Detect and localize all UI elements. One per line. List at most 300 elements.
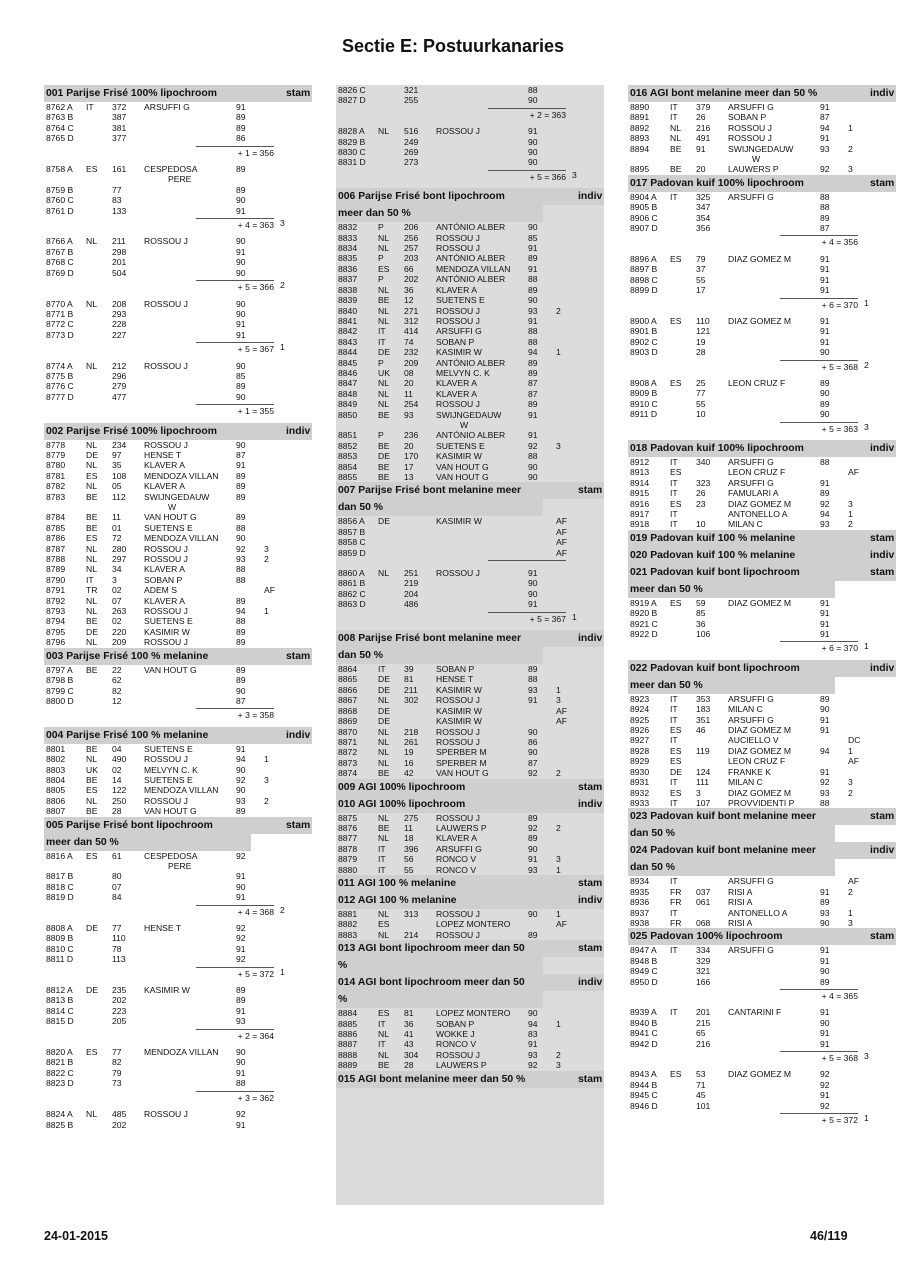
group-title: 010 AGI 100% lipochroom (338, 798, 466, 810)
country: DE (378, 674, 390, 685)
group-header (336, 974, 604, 991)
points: 94 (236, 754, 246, 765)
country (86, 675, 112, 685)
cage-number: 234 (112, 439, 127, 450)
group-kind: indiv (578, 798, 603, 810)
country (670, 966, 696, 976)
rank (264, 533, 282, 543)
breeder-name: MENDOZA VILLAN (144, 470, 219, 481)
cage-number: 55 (696, 398, 706, 409)
country: NL (378, 747, 389, 758)
country: FR (670, 917, 682, 928)
result-row (44, 1057, 312, 1067)
rank (848, 1069, 866, 1079)
breeder-name: ANTÓNIO ALBER (436, 253, 506, 264)
country: FR (670, 886, 682, 897)
result-row (44, 995, 312, 1005)
result-row (628, 478, 896, 488)
country: NL (86, 564, 97, 575)
stam-total (44, 905, 312, 917)
breeder-name: SOBAN P (144, 574, 183, 585)
ring-number: 8799 C (46, 685, 74, 696)
ring-number: 8913 (630, 467, 650, 478)
ring-number: 8874 (338, 768, 358, 779)
country (378, 599, 404, 609)
country: NL (378, 568, 389, 579)
country: DE (86, 985, 98, 996)
breeder-name (728, 213, 820, 223)
breeder-name: ARSUFFI G (436, 326, 482, 337)
rank (848, 488, 866, 498)
stam-total-rank (274, 1091, 280, 1103)
breeder-name: SUETENS E (436, 295, 485, 306)
result-row (628, 399, 896, 409)
cage-number: 36 (404, 284, 414, 295)
cage-number: 10 (696, 519, 706, 530)
result-row (44, 471, 312, 481)
country: NL (378, 908, 389, 919)
cage-number: 106 (696, 629, 711, 640)
group-kind: stam (870, 566, 895, 578)
points: 92 (820, 777, 830, 788)
rank (848, 326, 866, 336)
points: 89 (528, 367, 538, 378)
cage-number: 202 (112, 995, 127, 1006)
cage-number: 215 (696, 1017, 711, 1028)
group-kind: indiv (870, 549, 895, 561)
points: 89 (820, 377, 830, 388)
points: 90 (236, 257, 246, 268)
breeder-name (144, 330, 236, 340)
result-row (44, 492, 312, 502)
points: 91 (820, 766, 830, 777)
group-kind: indiv (286, 729, 311, 741)
ring-number: 8914 (630, 477, 650, 488)
rank (848, 966, 866, 976)
ring-number: 8887 (338, 1039, 358, 1050)
result-row (44, 596, 312, 606)
cage-number: 05 (112, 481, 122, 492)
breeder-name: ROSSOU J (436, 929, 480, 940)
rank (264, 319, 282, 329)
result-row (44, 954, 312, 964)
points: 89 (528, 399, 538, 410)
cage-number (404, 527, 436, 537)
points: 91 (236, 1005, 246, 1016)
rank: AF (556, 705, 567, 716)
rank (848, 1007, 866, 1017)
country (670, 285, 696, 295)
breeder-name: KLAVER A (144, 595, 185, 606)
group-title: 021 Padovan kuif bont lipochroom (630, 566, 800, 578)
breeder-name (728, 1018, 820, 1028)
result-row (628, 1039, 896, 1049)
points: 91 (528, 315, 538, 326)
ring-number: 8896 A (630, 253, 657, 264)
cage-number (696, 509, 728, 519)
cage-number: 53 (696, 1069, 706, 1080)
points: 83 (528, 1029, 538, 1039)
rank (848, 798, 866, 808)
points: 90 (528, 1008, 538, 1019)
result-row (44, 637, 312, 647)
cage-number: 121 (696, 326, 711, 337)
country (86, 933, 112, 943)
group-kind: stam (578, 1073, 603, 1085)
points: 86 (528, 736, 538, 747)
rank (848, 704, 866, 714)
result-row (336, 430, 604, 440)
rank (556, 589, 574, 599)
stam-total (44, 280, 312, 292)
rank (556, 844, 574, 854)
stam-total-rank: 1 (864, 1113, 869, 1124)
country (86, 995, 112, 1005)
ring-number: 8877 (338, 833, 358, 844)
result-row (44, 627, 312, 637)
result-row (336, 243, 604, 253)
country (378, 137, 404, 147)
ring-number: 8925 (630, 714, 650, 725)
ring-number: 8779 (46, 449, 66, 460)
points: 90 (236, 439, 246, 450)
rank (848, 213, 866, 223)
rank: 1 (848, 907, 853, 918)
points: 90 (528, 726, 538, 737)
ring-number: 8893 (630, 133, 650, 144)
rank (848, 1028, 866, 1038)
result-row (336, 747, 604, 757)
points (528, 516, 556, 526)
cage-number: 061 (696, 897, 711, 908)
ring-number: 8884 (338, 1008, 358, 1019)
points: 88 (528, 674, 538, 685)
cage-number: 354 (696, 212, 711, 223)
country: BE (378, 1060, 390, 1071)
breeder-name (144, 123, 236, 133)
breeder-name (728, 409, 820, 419)
ring-number: 8844 (338, 347, 358, 358)
ring-number: 8854 (338, 461, 358, 472)
cage-number: 228 (112, 319, 127, 330)
result-row (44, 575, 312, 585)
country: NL (378, 126, 389, 137)
breeder-name: KLAVER A (436, 284, 477, 295)
ring-number: 8926 (630, 725, 650, 736)
result-row (336, 264, 604, 274)
result-row (628, 945, 896, 955)
result-row (336, 664, 604, 674)
country (670, 347, 696, 357)
country: P (378, 357, 384, 368)
points: 87 (236, 449, 246, 460)
group-header (628, 928, 896, 945)
breeder-name: DIAZ GOMEZ M (728, 787, 792, 798)
country: IT (670, 735, 678, 746)
cage-number: 02 (112, 616, 122, 627)
ring-number: 8808 A (46, 923, 73, 933)
cage-number: 220 (112, 626, 127, 637)
country: P (378, 274, 384, 285)
result-row (44, 247, 312, 257)
ring-number: 8801 (46, 743, 66, 754)
rank: 1 (556, 347, 561, 358)
stam-total-rank: 3 (864, 421, 869, 432)
result-row (336, 854, 604, 864)
result-row (44, 195, 312, 205)
group-kind-spacer (543, 647, 604, 664)
ring-number: 8807 (46, 806, 66, 817)
ring-number: 8879 (338, 854, 358, 865)
country (86, 206, 112, 216)
breeder-name: MELVYN C. K (144, 764, 198, 775)
rank (264, 112, 282, 122)
points: 92 (236, 850, 246, 861)
rank: AF (556, 526, 567, 537)
rank: 2 (556, 1049, 561, 1060)
ring-number: 8851 (338, 430, 358, 441)
cage-number: 201 (696, 1007, 711, 1018)
breeder-name (144, 309, 236, 319)
stam-total-score: + 5 = 366 (488, 170, 566, 182)
rank (848, 725, 866, 735)
breeder-name: SWIJNGEDAUW (728, 143, 794, 154)
ring-number: 8939 A (630, 1007, 657, 1018)
stam-total-score: + 6 = 370 (780, 641, 858, 653)
breeder-name: VAN HOUT G (144, 512, 197, 523)
country: IT (670, 191, 678, 202)
ring-number: 8790 (46, 574, 66, 585)
breeder-name: KASIMIR W (436, 705, 482, 716)
points: 93 (820, 907, 830, 918)
breeder-name-continued: W (168, 502, 177, 512)
ring-number: 8759 B (46, 184, 74, 195)
rank: 1 (556, 684, 561, 695)
country: NL (378, 399, 389, 410)
breeder-name: RONCO V (436, 1039, 477, 1050)
breeder-name (144, 696, 236, 706)
breeder-name (144, 1057, 236, 1067)
country (670, 409, 696, 419)
points: 90 (528, 295, 538, 306)
result-row (628, 788, 896, 798)
country: NL (378, 757, 389, 768)
ring-number: 8820 A (46, 1047, 73, 1058)
cage-number: 66 (404, 263, 414, 274)
breeder-name: AUCIELLO V (728, 735, 779, 746)
result-row (336, 95, 604, 105)
group-kind: indiv (286, 425, 311, 437)
country: BE (86, 774, 98, 785)
cage-number: 28 (404, 1060, 414, 1071)
result-row (628, 499, 896, 509)
group-kind-spacer (543, 991, 604, 1008)
ring-number: 8900 A (630, 315, 657, 326)
cage-number: 216 (696, 122, 711, 133)
breeder-name: ROSSOU J (436, 568, 480, 579)
breeder-name: VAN HOUT G (144, 806, 197, 817)
group-title: 008 Parijse Frisé bont melanine meer (338, 633, 522, 645)
stam-total-score: + 5 = 366 (196, 280, 274, 292)
result-row (336, 706, 604, 716)
country (378, 85, 404, 95)
breeder-name: SUETENS E (144, 743, 193, 754)
result-row (628, 756, 896, 766)
rank: 3 (556, 854, 561, 865)
stam-total-rank (858, 235, 864, 247)
rank: 1 (556, 1018, 561, 1029)
country: ES (378, 263, 390, 274)
points: 89 (820, 212, 830, 223)
result-row (336, 233, 604, 243)
rank: 2 (556, 822, 561, 833)
breeder-name: KASIMIR W (436, 347, 482, 358)
cage-number: 112 (112, 491, 126, 502)
breeder-name: DIAZ GOMEZ M (728, 745, 792, 756)
cage-number (404, 537, 436, 547)
stam-total-score: + 6 = 370 (780, 298, 858, 310)
rank: 2 (264, 795, 269, 806)
points: 89 (236, 985, 246, 996)
rank (848, 1090, 866, 1100)
cage-number: 325 (696, 191, 711, 202)
cage-number: 414 (404, 326, 419, 337)
cage-number: 28 (112, 806, 122, 817)
cage-number: 17 (404, 461, 414, 472)
points: 90 (820, 704, 830, 715)
points: 91 (820, 326, 830, 337)
rank (556, 337, 574, 347)
cage-number: 302 (404, 695, 419, 706)
breeder-name: HENSE T (436, 674, 474, 685)
cage-number: 202 (112, 1119, 127, 1130)
cage-number: 20 (696, 164, 706, 175)
breeder-name (728, 956, 820, 966)
points: 88 (820, 797, 830, 808)
points: 94 (820, 122, 830, 133)
cage-number: 71 (696, 1079, 706, 1090)
points: 88 (236, 1078, 246, 1089)
country (670, 608, 696, 618)
group-header-continued (336, 499, 604, 516)
breeder-name: RONCO V (436, 864, 477, 875)
points: 91 (528, 1039, 538, 1050)
points: 92 (236, 923, 246, 933)
result-row (44, 775, 312, 785)
breeder-name (728, 347, 820, 357)
ring-number: 8837 (338, 274, 358, 285)
ring-number: 8901 B (630, 326, 658, 337)
cage-number (404, 706, 436, 716)
country: BE (86, 664, 98, 675)
points (820, 467, 848, 477)
rank (264, 954, 282, 964)
cage-number (404, 919, 436, 929)
cage-number: 122 (112, 785, 127, 796)
result-row (44, 371, 312, 381)
group-kind: indiv (870, 88, 895, 99)
cage-number: 161 (112, 164, 127, 175)
group-title-continued: meer dan 50 % (628, 677, 835, 694)
cage-number: 11 (404, 822, 413, 833)
ring-number: 8826 C (338, 85, 366, 95)
stam-total-score: + 1 = 356 (196, 146, 274, 158)
ring-number: 8902 C (630, 336, 658, 347)
stam-total-rank: 1 (864, 641, 869, 652)
breeder-name (728, 966, 820, 976)
cage-number: 82 (112, 1057, 122, 1068)
stam-total-rank: 3 (280, 218, 285, 229)
group-title: 022 Padovan kuif bont lipochroom (630, 662, 800, 674)
points: 90 (528, 147, 538, 158)
points: 89 (236, 470, 246, 481)
cage-number: 321 (404, 85, 419, 95)
points: 89 (820, 488, 830, 499)
country: NL (86, 236, 97, 247)
points: 89 (236, 512, 246, 523)
cage-number: 037 (696, 886, 711, 897)
group-title-continued: meer dan 50 % (336, 205, 543, 222)
cage-number (696, 908, 728, 918)
stam-total (44, 1091, 312, 1103)
result-row (628, 1028, 896, 1038)
breeder-name: VAN HOUT G (436, 461, 489, 472)
group-title: 009 AGI 100% lipochroom (338, 781, 466, 793)
cage-number: 07 (112, 881, 122, 892)
result-row (628, 223, 896, 233)
cage-number: 133 (112, 205, 127, 216)
ring-number: 8763 B (46, 112, 74, 123)
country: BE (86, 491, 98, 502)
cage-number: 07 (112, 595, 122, 606)
ring-number: 8906 C (630, 212, 658, 223)
country (86, 686, 112, 696)
cage-number: 356 (696, 223, 711, 234)
breeder-name (728, 399, 820, 409)
cage-number: 486 (404, 599, 419, 610)
points: 89 (236, 995, 246, 1006)
cage-number: 108 (112, 470, 127, 481)
group-title: 003 Parijse Frisé 100 % melanine (46, 650, 209, 662)
country: P (378, 430, 384, 441)
rank (264, 247, 282, 257)
result-row (336, 727, 604, 737)
rank (848, 694, 866, 704)
cage-number: 26 (696, 488, 706, 499)
cage-number: 236 (404, 430, 419, 441)
country: NL (378, 243, 389, 254)
points: 90 (236, 1057, 246, 1068)
stam-total-rank (566, 108, 572, 120)
breeder-name: ROSSOU J (436, 243, 480, 254)
cage-number: 379 (696, 102, 711, 112)
rank (264, 381, 282, 391)
result-row (336, 695, 604, 705)
breeder-name (728, 275, 820, 285)
rank (848, 1080, 866, 1090)
group-title-continued: meer dan 50 % (44, 834, 251, 851)
stam-total-score: + 2 = 364 (196, 1029, 274, 1041)
cage-number (696, 756, 728, 766)
stam-total-score: + 1 = 355 (196, 404, 274, 416)
rank (264, 471, 282, 481)
points: 88 (528, 326, 538, 337)
ring-number: 8846 (338, 367, 358, 378)
rank (848, 112, 866, 122)
result-row (628, 876, 896, 886)
rank (556, 1008, 574, 1018)
country: BE (378, 768, 390, 779)
